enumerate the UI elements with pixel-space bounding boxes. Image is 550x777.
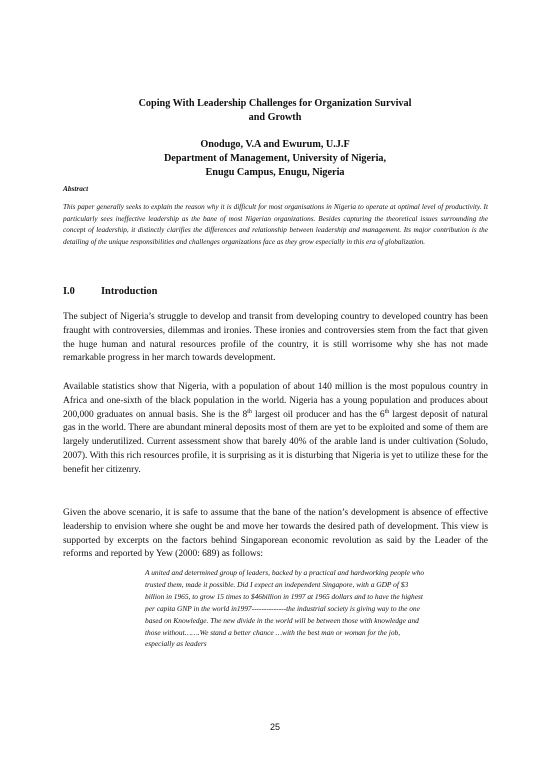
affiliation-line-1: Department of Management, University of Nigeria, <box>163 153 387 164</box>
title-line-2: and Growth <box>248 112 302 123</box>
ordinal-suffix: th <box>247 408 252 415</box>
block-quote: A united and determined group of leaders, backed by a practical and hardworking people who trusted them, made it possible. Did I expect an independent Singapore, with a GDP of $3 billion in 1965, to grow 15 times to $46billion in 1997 at 1965 dollars and to have the highest per capita GNP in the world in1997--------------the industrial society is giving way to the one based on Knowledge. The new divide in the world will be between those with knowledge and those without…….We stand a better chance …with the best man or woman for the job, especially as leaders <box>145 568 425 649</box>
paragraph-1: The subject of Nigeria’s struggle to develop and transit from developing country to developed country has been fraught with controversies, dilemmas and ironies. These ironies and controversies stem from the fact that given the huge human and natural resources profile of the country, it is still worrisome why she has not made remarkable progress in her march towards development. <box>63 312 488 364</box>
paragraph-2 <box>63 381 488 478</box>
ordinal-suffix: th <box>384 408 390 415</box>
abstract-text: This paper generally seeks to explain the reason why it is difficult for most organisations in Nigeria to operate at optimal level of productivity. It particularly sees ineffective leadership as the bane of most Nigerian organizations. Besides capturing the theoretical issues surrounding the concept of leadership, it distinctly clarifies the differences and relationship between leadership and management. Its major contribution is the detailing of the unique responsibilities and challenges organizations face as they grow especially in this era of globalization. <box>63 203 488 246</box>
paragraph-2-part-2: largest oil producer and has the 6 <box>251 409 385 420</box>
section-number: I.0 <box>63 286 75 297</box>
page-number: 25 <box>269 722 280 732</box>
abstract-heading: Abstract <box>63 184 89 193</box>
paper-title <box>62 97 488 125</box>
section-heading <box>63 286 157 297</box>
paragraph-3: Given the above scenario, it is safe to assume that the bane of the nation’s development is absence of effective leadership to envision where she ought be and move her towards the desired path of development. This view is supported by excerpts on the factors behind Singaporean economic revolution as said by the Leader of the reforms and reported by Yew (2000: 689) as follows: <box>63 508 488 560</box>
paragraph-2-part-3: largest deposit of natural gas in the world. There are abundant mineral deposits most of them are yet to be exploited and some of them are largely underutilized. Current assessment show that barely 40% of the arable land is under cultivation (Soludo, 2007). With this rich resources profile, it is surprising as it is disturbing that Nigeria is yet to utilize these for the benefit her citizenry. <box>63 409 489 475</box>
affiliation-line-2: Enugu Campus, Enugu, Nigeria <box>205 167 345 178</box>
title-line-1: Coping With Leadership Challenges for Organization Survival <box>138 98 412 109</box>
authors: Onodugo, V.A and Ewurum, U.J.F <box>200 139 350 150</box>
author-block <box>62 138 488 180</box>
paragraph-2-part-1: Available statistics show that Nigeria, with a population of about 140 million is the most populous country in Africa and one-sixth of the black population in the world. Nigeria has a young population and produces about 200,000 graduates on annual basis. She is the 8 <box>63 382 488 420</box>
section-title: Introduction <box>101 286 158 297</box>
